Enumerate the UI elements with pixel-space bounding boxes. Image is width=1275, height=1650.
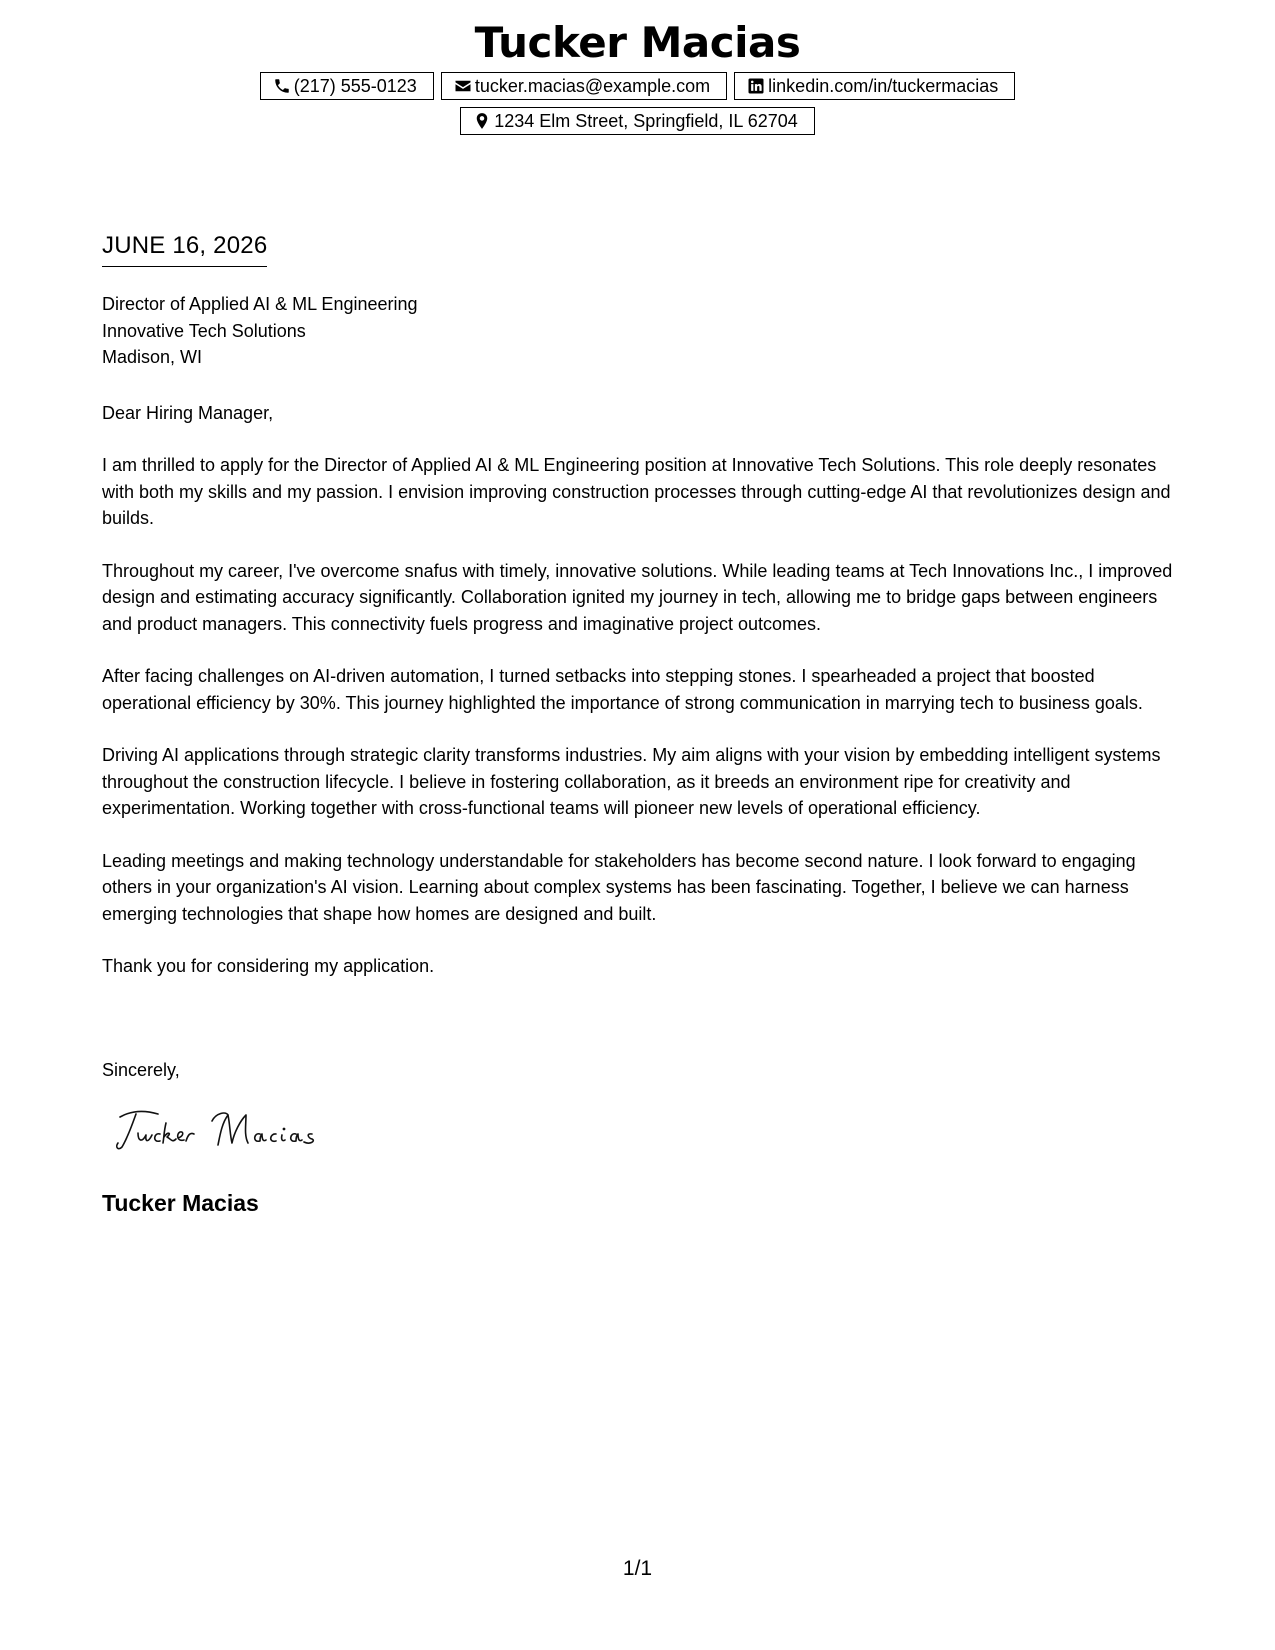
signer-name: Tucker Macias — [102, 1190, 259, 1216]
paragraph-5: Leading meetings and making technology understandable for stakeholders has become second nature. I look forward to engaging others in your organization's AI vision. Learning about complex systems has been fascinating. Together, I believe we can harness emerging technologies that shape how homes are designed and built. — [102, 850, 1136, 924]
address-row — [0, 107, 1275, 135]
recipient-location: Madison, WI — [102, 347, 203, 367]
linkedin-url: linkedin.com/in/tuckermacias — [768, 75, 999, 96]
street-address: 1234 Elm Street, Springfield, IL 62704 — [494, 110, 798, 131]
paragraph-1: I am thrilled to apply for the Director of Applied AI & ML Engineering position at Innovative Tech Solutions. This role deeply resonates with both my skills and my passion. I envision improving construction processes through cutting-edge AI that revolutionizes design and builds. — [102, 455, 1171, 528]
map-pin-icon — [473, 112, 491, 130]
paragraph-3: After facing challenges on AI-driven automation, I turned setbacks into stepping stones. I spearheaded a project that boosted operational efficiency by 30%. This journey highlighted the importance of strong communication in marrying tech to business goals. — [102, 666, 1143, 713]
contact-row — [0, 72, 1275, 100]
email-chip — [441, 72, 727, 100]
paragraph-4: Driving AI applications through strategic clarity transforms industries. My aim aligns with your vision by embedding intelligent systems throughout the construction lifecycle. I believe in fostering collaboration, as it breeds an environment ripe for creativity and experimentation. Working together with cross-functional teams will pioneer new levels of operational efficiency. — [102, 745, 1161, 818]
phone-icon — [273, 77, 291, 95]
salutation: Dear Hiring Manager, — [102, 403, 274, 423]
paragraph-2: Throughout my career, I've overcome snafus with timely, innovative solutions. While leading teams at Tech Innovations Inc., I improved design and estimating accuracy significantly. Collaboration ignited my journey in tech, allowing me to bridge gaps between engineers and product managers. This connectivity fuels progress and imaginative project outcomes. — [102, 560, 1173, 634]
paragraph-closing-thanks: Thank you for considering my application. — [102, 956, 435, 976]
handwritten-signature — [114, 1105, 354, 1155]
recipient-title: Director of Applied AI & ML Engineering — [102, 294, 418, 314]
applicant-name: Tucker Macias — [474, 18, 801, 67]
phone-chip — [260, 72, 434, 100]
page-number: 1/1 — [622, 1557, 653, 1580]
recipient-company: Innovative Tech Solutions — [102, 320, 306, 341]
letter-header — [0, 18, 1275, 135]
address-chip — [460, 107, 815, 135]
letter-date-block — [102, 232, 267, 267]
letter-body — [102, 452, 1177, 1006]
phone-number: (217) 555-0123 — [293, 75, 417, 96]
closing: Sincerely, — [102, 1060, 180, 1080]
recipient-block — [102, 291, 1177, 371]
email-address: tucker.macias@example.com — [474, 75, 711, 96]
linkedin-chip — [734, 72, 1015, 100]
envelope-icon — [454, 77, 472, 95]
linkedin-icon — [747, 77, 765, 95]
letter-date: JUNE 16, 2026 — [102, 232, 267, 267]
